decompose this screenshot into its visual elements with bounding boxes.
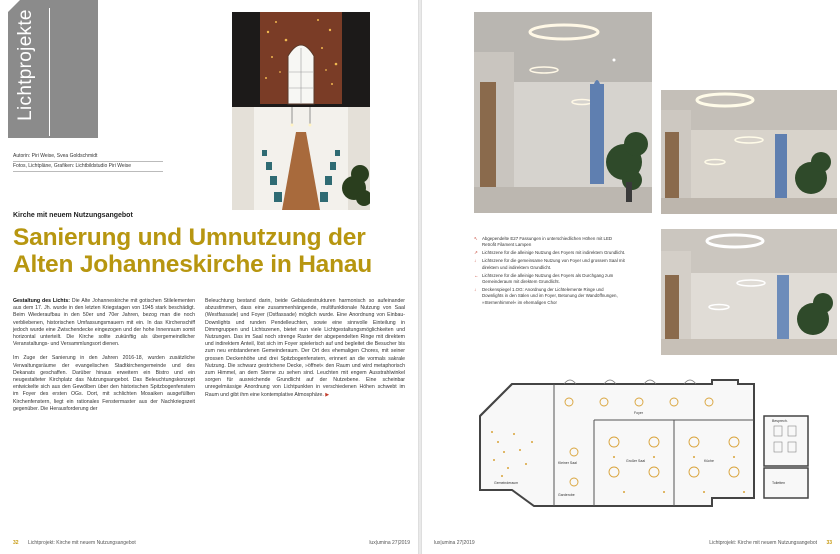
paragraph-2	[13, 355, 195, 413]
legend-text: Lichtszene für die alleinige Nutzung des Foyers als Durchgang zum Gemeinderaum mit direktem Grundlicht.	[482, 272, 614, 284]
legend-text: Lichtszene für die gemeinsame Nutzung von Foyer und grossem Saal mit direktem und indirektem Grundlicht.	[482, 258, 625, 270]
page-number-right: 33	[826, 540, 832, 546]
arrow-up-left-icon: ↖	[474, 236, 478, 241]
paragraph-1	[13, 298, 195, 348]
legend-row	[474, 236, 626, 249]
text-column-1	[13, 298, 195, 420]
plan-label: Kleiner Saal	[558, 461, 577, 465]
foyer-photo-1	[474, 12, 652, 213]
section-tab-label: Lichtprojekte	[15, 9, 36, 121]
paragraph-1-lead: Gestaltung des Lichts:	[13, 298, 70, 304]
article-kicker: Kirche mit neuem Nutzungsangebot	[13, 212, 133, 219]
paragraph-1-text: Die Alte Johanneskirche mit gotischen Stilelementen aus dem 17. Jh. wurde in den letzten Kriegstagen von 1945 stark beschädigt. Beim Wiederaufbau in den 50er und 70er Jahren, bezog man die noch verbliebenen, historischen Umfassungsmauern mit ein. In das Kirchenschiff jedoch wurde eine Zwischendecke eingezogen und der hohe Innenraum somit horizontal unterteilt. Die Kirche sollte zukünftig als übergemeindlicher Veranstaltungs- und Versammlungsort dienen.	[13, 298, 195, 348]
ceiling-plan	[474, 372, 836, 514]
right-footer	[709, 540, 832, 546]
church-interior-photo	[232, 12, 370, 210]
footer-section-right: Lichtprojekt: Kirche mit neuem Nutzungsangebot	[709, 540, 818, 546]
right-page	[422, 0, 840, 554]
tab-corner	[8, 0, 20, 12]
foyer-photo-2	[661, 90, 837, 214]
legend-row	[474, 250, 626, 256]
ceiling-plan-drawing	[474, 372, 836, 514]
page-number-left: 32	[13, 540, 19, 546]
arrow-down-icon: ↓	[474, 286, 477, 292]
plan-label: Küche	[704, 459, 714, 463]
footer-section-left: Lichtprojekt: Kirche mit neuem Nutzungsangebot	[27, 540, 136, 546]
text-column-2	[205, 298, 405, 406]
foyer-illustration-1	[474, 12, 652, 213]
section-tab	[8, 0, 98, 138]
plan-label: Garderobe	[558, 493, 575, 497]
legend-text: Lichtszene für die alleinige Nutzung des Foyers mit indirektem Grundlicht.	[482, 250, 626, 256]
plan-label: Foyer	[634, 411, 643, 415]
caption-legend	[474, 236, 626, 308]
continue-arrow-icon: ▶	[325, 391, 330, 398]
plan-label: Großer Saal	[626, 459, 646, 463]
legend-text: Abgependelte E27 Fassungen in unterschiedlichen Höhen mit LED Retrofit Filament Lampen	[482, 236, 613, 248]
paragraph-3	[205, 298, 405, 399]
left-page	[0, 0, 418, 554]
tab-divider	[49, 8, 50, 136]
foyer-illustration-2	[661, 90, 837, 214]
footer-mag-left: lux|umina 27|2019	[369, 540, 410, 546]
arrow-left-icon: ←	[474, 272, 479, 278]
plan-label: Toiletten	[772, 481, 786, 485]
author-credits	[13, 153, 163, 173]
left-footer	[13, 540, 136, 546]
paragraph-2-text: Im Zuge der Sanierung in den Jahren 2016-18, wurden zusätzliche Verwaltungsräume der evangelischen Stadtkirchengemeinde und des Dekanats geschaffen. Darüber hinaus erweitern ein Bistro und ein neugestalteter Kirchplatz das Nutzungsangebot. Das Beleuchtungskonzept entwickelte sich aus den Gewölben über den historischen Spitzbogenfenstern im Foyer des ersten OGs. Dort, mit schlichten Mosaiken ausgefüllten Kirchenfenstern, liegt ein rationales Fenstermaster aus der Nachkriegszeit gegenüber. Die Herausforderung der	[13, 355, 195, 412]
article-title: Sanierung und Umnutzung der Alten Johanneskirche in Hanau	[13, 224, 373, 278]
paragraph-3-text: Beleuchtung bestand darin, beide Gebäudestrukturen harmonisch so aufeinander abzustimmen, dass eine zusammenhängende, multifunktionale Nutzung von Saal (Westfassade) und Foyer (Ostfassade) möglich wurde. Eine Anordnung von Einbau-Downlights und runden Pendelleuchten, sowie eine sinnvolle Einteilung in Dimmgruppen und Lichtszenen, bietet nun viele Lichtgestaltungsmöglichkeiten und Nutzungen. Das im Saal noch strenge Raster der abgependelten Ringe mit direktem und indirektem Anteil, löst sich im Foyer spielerisch auf und begleitet die Besucher bis zum neu entstandenen Gemeinderaum. Der Ort des ehemaligen Chores, mit seiner grossen Deckenhöhe und drei Spitzbogenfenstern, erinnert an die vormals sakrale Nutzung. Die schwarz gestrichene Decke, »öffnet« den Raum und wird metaphorisch zum Himmel, an dem Sterne zu sehen sind. Leuchten mit engem Ausstrahlwinkel sorgen für ausreichende Grundlicht auf der Nutzebene. Eine scheinbar unregelmässige Anordnung von Lichtpunkten in verschiedenen Höhen schwebt im Raum und gibt ihm eine kontemplative Atmosphäre.	[205, 298, 405, 398]
credit-line-photos: Fotos, Lichtpläne, Grafiken: Lichtbildstudio Piri Weise	[13, 163, 163, 172]
plan-label: Besprech.	[772, 419, 788, 423]
church-interior-illustration	[232, 12, 370, 210]
footer-mag-right: lux|umina 27|2019	[434, 540, 475, 546]
foyer-photo-3	[661, 229, 837, 355]
plan-label: Gemeinderaum	[494, 481, 519, 485]
credit-line-authors: Autorin: Piri Weise, Svea Goldschmidt	[13, 153, 163, 162]
foyer-illustration-3	[661, 229, 837, 355]
arrow-down-icon: ↓	[474, 258, 477, 264]
legend-text: Deckenspiegel 1.OG: Anordnung der Lichtelemente Ringe und Downlights in den Sälen und im Foyer, Betonung der Wandöffnungen, »Sternenhimmel« im ehemaligen Chor	[482, 286, 618, 305]
legend-row	[474, 258, 626, 271]
legend-row	[474, 287, 626, 306]
legend-row	[474, 273, 626, 286]
arrow-up-right-icon: ↗	[474, 250, 478, 256]
